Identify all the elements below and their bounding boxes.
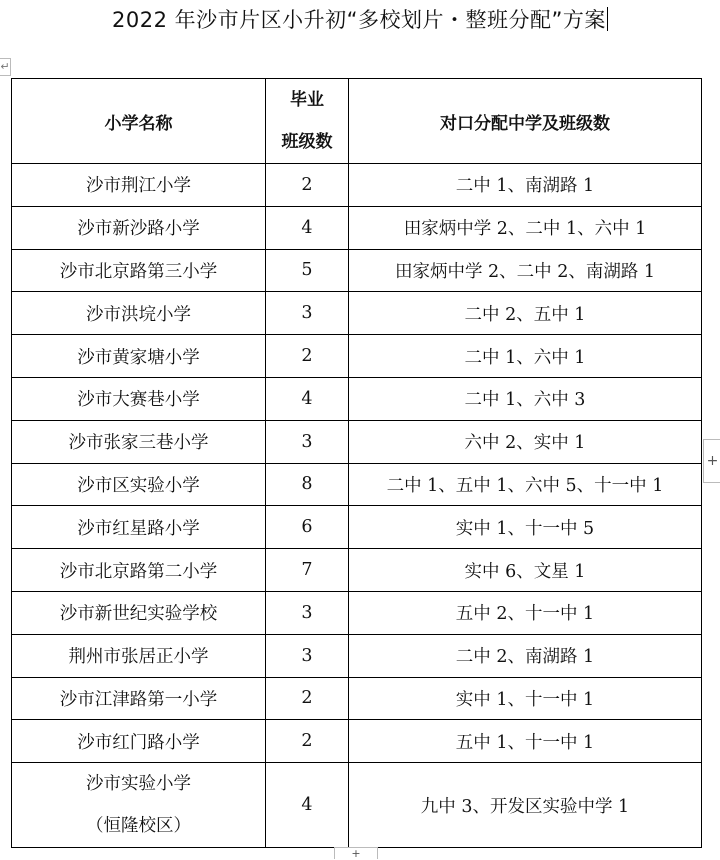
return-icon: ↵ — [0, 60, 10, 73]
cell-allocation[interactable]: 九中 3、开发区实验中学 1 — [349, 763, 702, 848]
cell-allocation[interactable]: 实中 1、十一中 1 — [349, 677, 702, 720]
header-school-text: 小学名称 — [104, 113, 173, 134]
table-row — [12, 720, 702, 763]
cell-school[interactable]: 沙市黄家塘小学 — [12, 335, 266, 378]
header-allocation[interactable] — [349, 79, 702, 164]
cell-school[interactable]: 沙市红星路小学 — [12, 506, 266, 549]
table-row — [12, 292, 702, 335]
header-classes[interactable] — [266, 79, 349, 164]
cell-allocation[interactable]: 二中 2、南湖路 1 — [349, 634, 702, 677]
allocation-table — [11, 78, 702, 848]
table-row — [12, 377, 702, 420]
cell-classes[interactable]: 3 — [266, 591, 349, 634]
cell-school[interactable]: 沙市荆江小学 — [12, 164, 266, 207]
cell-classes[interactable]: 2 — [266, 335, 349, 378]
cell-allocation[interactable]: 六中 2、实中 1 — [349, 420, 702, 463]
cell-classes[interactable]: 3 — [266, 292, 349, 335]
cell-allocation[interactable]: 二中 1、六中 3 — [349, 377, 702, 420]
cell-classes[interactable]: 8 — [266, 463, 349, 506]
cell-allocation[interactable]: 二中 1、六中 1 — [349, 335, 702, 378]
table-row — [12, 463, 702, 506]
cell-allocation[interactable]: 田家炳中学 2、二中 1、六中 1 — [349, 206, 702, 249]
add-row-handle[interactable] — [334, 847, 378, 859]
add-column-handle[interactable] — [703, 439, 720, 483]
cell-school[interactable]: 沙市区实验小学 — [12, 463, 266, 506]
cell-classes[interactable]: 2 — [266, 720, 349, 763]
cell-school[interactable]: 沙市洪垸小学 — [12, 292, 266, 335]
cell-school[interactable]: 沙市张家三巷小学 — [12, 420, 266, 463]
plus-icon: + — [706, 453, 719, 469]
cell-allocation[interactable]: 五中 1、十一中 1 — [349, 720, 702, 763]
cell-classes[interactable]: 6 — [266, 506, 349, 549]
cell-allocation[interactable]: 实中 6、文星 1 — [349, 549, 702, 592]
cell-classes[interactable]: 4 — [266, 763, 349, 848]
table-row — [12, 335, 702, 378]
cell-school-line2: （恒隆校区） — [86, 816, 191, 837]
cell-classes[interactable]: 3 — [266, 634, 349, 677]
cell-school[interactable]: 沙市江津路第一小学 — [12, 677, 266, 720]
cell-school[interactable]: 沙市新沙路小学 — [12, 206, 266, 249]
cell-classes[interactable]: 4 — [266, 206, 349, 249]
document-title-text: 2022 年沙市片区小升初“多校划片・整班分配”方案 — [112, 8, 606, 32]
plus-icon: + — [351, 847, 361, 860]
cell-school[interactable]: 沙市北京路第三小学 — [12, 249, 266, 292]
table-row — [12, 206, 702, 249]
cell-classes[interactable]: 4 — [266, 377, 349, 420]
cell-allocation[interactable]: 二中 1、五中 1、六中 5、十一中 1 — [349, 463, 702, 506]
table-row — [12, 506, 702, 549]
cell-school[interactable] — [12, 763, 266, 848]
table-header-row — [12, 79, 702, 164]
header-classes-line2: 班级数 — [281, 132, 333, 152]
cell-classes[interactable]: 2 — [266, 677, 349, 720]
cell-allocation[interactable]: 田家炳中学 2、二中 2、南湖路 1 — [349, 249, 702, 292]
table-row — [12, 420, 702, 463]
table-move-handle[interactable] — [0, 58, 11, 76]
table-row — [12, 164, 702, 207]
cell-school[interactable]: 沙市红门路小学 — [12, 720, 266, 763]
header-classes-line1: 毕业 — [290, 90, 324, 110]
cell-allocation[interactable]: 二中 2、五中 1 — [349, 292, 702, 335]
cell-classes[interactable]: 7 — [266, 549, 349, 592]
text-caret — [607, 7, 608, 31]
table-row — [12, 549, 702, 592]
cell-allocation[interactable]: 实中 1、十一中 5 — [349, 506, 702, 549]
cell-school-line1: 沙市实验小学 — [86, 774, 191, 795]
cell-school[interactable]: 荆州市张居正小学 — [12, 634, 266, 677]
cell-school[interactable]: 沙市新世纪实验学校 — [12, 591, 266, 634]
cell-allocation[interactable]: 五中 2、十一中 1 — [349, 591, 702, 634]
table-row-last — [12, 763, 702, 848]
table-row — [12, 249, 702, 292]
document-title[interactable] — [0, 6, 720, 34]
header-school[interactable] — [12, 79, 266, 164]
table-row — [12, 677, 702, 720]
cell-allocation[interactable]: 二中 1、南湖路 1 — [349, 164, 702, 207]
cell-classes[interactable]: 5 — [266, 249, 349, 292]
cell-school[interactable]: 沙市大赛巷小学 — [12, 377, 266, 420]
cell-school[interactable]: 沙市北京路第二小学 — [12, 549, 266, 592]
header-allocation-text: 对口分配中学及班级数 — [440, 113, 610, 134]
cell-classes[interactable]: 2 — [266, 164, 349, 207]
table-row — [12, 591, 702, 634]
table-row — [12, 634, 702, 677]
cell-classes[interactable]: 3 — [266, 420, 349, 463]
